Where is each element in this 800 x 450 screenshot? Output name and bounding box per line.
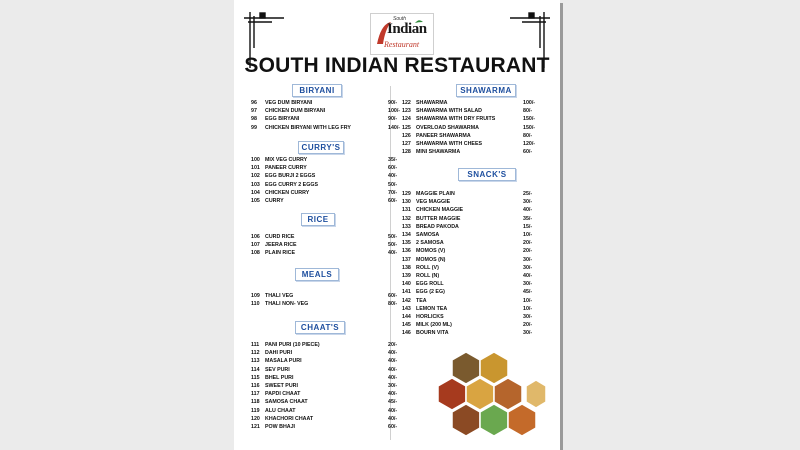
menu-item-row: [251, 292, 407, 300]
menu-item-row: [402, 140, 542, 148]
menu-item-price: 90/-: [388, 100, 398, 106]
menu-item-name: PANEER SHAWARMA: [416, 132, 471, 139]
menu-item-number: 107: [251, 242, 260, 249]
menu-item-row: [251, 398, 407, 406]
menu-item-row: [402, 239, 542, 247]
menu-item-number: 142: [402, 297, 411, 304]
menu-item-price: 100/-: [523, 100, 536, 106]
menu-item-name: MOMOS (N): [416, 256, 446, 263]
menu-item-number: 140: [402, 281, 411, 288]
menu-item-row: [402, 206, 542, 214]
section-heading-chaat-s: CHAAT'S: [295, 321, 345, 334]
menu-item-number: 130: [402, 199, 411, 206]
menu-item-price: 30/-: [388, 383, 398, 389]
menu-item-price: 150/-: [523, 124, 536, 131]
menu-item-number: 96: [251, 100, 257, 106]
menu-item-row: [402, 124, 542, 132]
menu-item-price: 35/-: [388, 157, 398, 163]
menu-item-row: [251, 382, 407, 390]
menu-item-name: SHAWARMA WITH SALAD: [416, 108, 483, 115]
menu-item-price: 10/-: [523, 297, 533, 304]
menu-item-number: 121: [251, 424, 260, 430]
menu-item-price: 40/-: [388, 350, 398, 357]
menu-item-price: 70/-: [388, 189, 398, 196]
menu-item-number: 113: [251, 358, 260, 365]
menu-item-name: EGG CURRY 2 EGGS: [265, 181, 318, 188]
menu-item-number: 116: [251, 383, 260, 389]
menu-item-name: ROLL (V): [416, 264, 439, 271]
menu-item-price: 40/-: [523, 273, 533, 279]
menu-item-row: [251, 390, 407, 398]
menu-item-name: THALI NON- VEG: [265, 301, 309, 308]
menu-item-name: VEG DUM BIRYANI: [265, 100, 313, 106]
menu-item-name: PANEER CURRY: [265, 165, 307, 172]
menu-item-row: [251, 366, 407, 374]
menu-item-name: BUTTER MAGGIE: [416, 215, 461, 222]
menu-item-row: [251, 164, 407, 172]
menu-item-price: 40/-: [388, 250, 398, 257]
menu-item-row: [251, 341, 407, 349]
menu-item-number: 120: [251, 415, 260, 422]
logo-restaurant-text: Restaurant: [384, 40, 420, 49]
menu-item-price: 30/-: [523, 281, 533, 288]
menu-item-price: 25/-: [523, 191, 533, 197]
page-title: SOUTH INDIAN RESTAURANT: [244, 54, 550, 77]
menu-item-row: [251, 124, 407, 132]
menu-item-name: MINI SHAWARMA: [416, 149, 461, 156]
menu-item-price: 10/-: [523, 232, 533, 238]
menu-item-number: 108: [251, 250, 260, 257]
menu-item-price: 60/-: [388, 165, 398, 172]
menu-item-row: [251, 249, 407, 257]
menu-item-price: 40/-: [388, 391, 398, 398]
menu-item-price: 40/-: [388, 173, 398, 180]
section-heading-meals: MEALS: [295, 268, 339, 281]
menu-item-row: [402, 198, 542, 206]
menu-item-number: 138: [402, 264, 411, 271]
menu-item-price: 10/-: [523, 305, 533, 312]
section-heading-rice: RICE: [301, 213, 335, 226]
menu-item-price: 30/-: [523, 256, 533, 263]
menu-item-number: 144: [402, 314, 411, 320]
section-heading-shawarma: SHAWARMA: [456, 84, 516, 97]
menu-item-number: 122: [402, 100, 411, 106]
menu-item-name: JEERA RICE: [265, 242, 297, 249]
menu-item-row: [251, 374, 407, 382]
menu-item-row: [402, 256, 542, 264]
menu-item-name: VEG MAGGIE: [416, 199, 451, 206]
menu-item-row: [251, 181, 407, 189]
menu-item-number: 117: [251, 391, 260, 398]
menu-item-price: 40/-: [388, 374, 398, 381]
menu-page: [234, 0, 560, 450]
menu-item-price: 50/-: [388, 242, 398, 249]
menu-item-name: PAPDI CHAAT: [265, 391, 301, 398]
menu-item-price: 20/-: [523, 322, 533, 329]
menu-item-price: 40/-: [388, 407, 398, 414]
menu-item-name: SHAWARMA WITH CHEES: [416, 141, 483, 147]
menu-item-name: BOURN VITA: [416, 330, 449, 337]
menu-item-number: 112: [251, 350, 260, 357]
menu-item-row: [402, 288, 542, 296]
menu-item-row: [402, 115, 542, 123]
menu-item-row: [402, 264, 542, 272]
menu-item-number: 134: [402, 232, 411, 238]
menu-item-number: 128: [402, 149, 411, 156]
logo-indian-text: Indian: [387, 21, 427, 37]
menu-item-number: 115: [251, 374, 260, 381]
menu-item-price: 50/-: [388, 234, 398, 240]
menu-item-row: [402, 297, 542, 305]
menu-item-price: 40/-: [523, 207, 533, 214]
menu-item-row: [402, 190, 542, 198]
menu-item-name: OVERLOAD SHAWARMA: [416, 124, 479, 131]
menu-item-price: 60/-: [388, 293, 398, 299]
menu-item-price: 100/-: [388, 108, 401, 115]
menu-item-name: MAGGIE PLAIN: [416, 191, 455, 197]
menu-item-name: SEV PURI: [265, 366, 290, 373]
food-collage-image: [436, 350, 546, 440]
menu-item-name: EGG (2 EG): [416, 289, 445, 296]
menu-item-number: 136: [402, 248, 411, 255]
menu-item-row: [251, 407, 407, 415]
menu-item-name: 2 SAMOSA: [416, 240, 444, 247]
menu-item-price: 45/-: [388, 399, 398, 406]
menu-item-number: 100: [251, 157, 260, 163]
menu-item-name: MASALA PURI: [265, 358, 302, 365]
section-heading-curry-s: CURRY'S: [298, 141, 344, 154]
menu-item-price: 35/-: [523, 215, 533, 222]
menu-item-price: 60/-: [523, 149, 533, 156]
menu-item-row: [251, 241, 407, 249]
menu-item-price: 40/-: [388, 366, 398, 373]
menu-item-price: 20/-: [523, 240, 533, 247]
section-heading-biryani: BIRYANI: [292, 84, 342, 97]
menu-item-name: SWEET PURI: [265, 383, 298, 389]
menu-item-number: 104: [251, 189, 260, 196]
menu-item-number: 99: [251, 124, 257, 131]
menu-item-name: EGG ROLL: [416, 281, 444, 288]
menu-item-name: PANI PURI (10 PIECE): [265, 342, 320, 348]
menu-item-name: MOMOS (V): [416, 248, 446, 255]
menu-item-row: [402, 215, 542, 223]
menu-item-price: 20/-: [523, 248, 533, 255]
menu-item-price: 150/-: [523, 116, 536, 123]
menu-item-number: 145: [402, 322, 411, 329]
menu-item-number: 137: [402, 256, 411, 263]
menu-item-row: [251, 99, 407, 107]
menu-item-row: [251, 156, 407, 164]
menu-item-name: EGG BIRYANI: [265, 116, 300, 123]
menu-item-row: [251, 189, 407, 197]
menu-item-row: [251, 423, 407, 431]
menu-item-row: [402, 321, 542, 329]
menu-item-row: [251, 233, 407, 241]
menu-item-number: 103: [251, 181, 260, 188]
menu-item-price: 50/-: [388, 181, 398, 188]
menu-item-number: 109: [251, 293, 260, 299]
menu-item-number: 143: [402, 305, 411, 312]
menu-item-row: [251, 115, 407, 123]
menu-item-number: 118: [251, 399, 260, 406]
menu-item-price: 30/-: [523, 199, 533, 206]
menu-item-name: ALU CHAAT: [265, 407, 296, 414]
menu-item-price: 60/-: [388, 424, 398, 430]
menu-item-price: 120/-: [523, 141, 536, 147]
menu-item-name: CHICKEN CURRY: [265, 189, 310, 196]
menu-item-number: 129: [402, 191, 411, 197]
menu-item-row: [402, 313, 542, 321]
menu-item-price: 80/-: [523, 132, 533, 139]
menu-item-price: 40/-: [388, 358, 398, 365]
menu-item-row: [251, 172, 407, 180]
menu-item-number: 106: [251, 234, 260, 240]
menu-item-name: POW BHAJI: [265, 424, 296, 430]
menu-item-name: SAMOSA: [416, 232, 440, 238]
menu-item-number: 141: [402, 289, 411, 296]
menu-item-row: [402, 132, 542, 140]
menu-item-row: [251, 300, 407, 308]
menu-item-name: PLAIN RICE: [265, 250, 296, 257]
menu-item-number: 146: [402, 330, 411, 337]
menu-item-name: ROLL (N): [416, 273, 440, 279]
menu-item-number: 119: [251, 407, 260, 414]
menu-item-row: [251, 197, 407, 205]
menu-item-number: 126: [402, 132, 411, 139]
menu-item-row: [402, 247, 542, 255]
menu-item-price: 30/-: [523, 314, 533, 320]
menu-item-name: SAMOSA CHAAT: [265, 399, 308, 406]
menu-item-name: BREAD PAKODA: [416, 223, 459, 230]
menu-item-name: BHEL PURI: [265, 374, 294, 381]
menu-item-number: 101: [251, 165, 260, 172]
menu-item-price: 80/-: [523, 108, 533, 115]
menu-item-row: [251, 349, 407, 357]
menu-item-price: 20/-: [388, 342, 398, 348]
menu-item-name: CHICKEN DUM BIRYANI: [265, 108, 326, 115]
menu-item-name: THALI VEG: [265, 293, 294, 299]
menu-item-name: CURD RICE: [265, 234, 295, 240]
menu-item-number: 111: [251, 342, 260, 348]
menu-item-number: 98: [251, 116, 257, 123]
menu-item-name: CHICKEN BIRYANI WITH LEG FRY: [265, 124, 351, 131]
menu-item-number: 105: [251, 198, 260, 204]
menu-item-number: 123: [402, 108, 411, 115]
menu-item-row: [402, 148, 542, 156]
menu-item-name: CHICKEN MAGGIE: [416, 207, 464, 214]
menu-item-number: 124: [402, 116, 411, 123]
menu-item-number: 110: [251, 301, 260, 308]
menu-item-name: MIX VEG CURRY: [265, 157, 308, 163]
menu-item-name: LEMON TEA: [416, 305, 448, 312]
menu-item-price: 30/-: [523, 330, 533, 337]
menu-item-row: [402, 107, 542, 115]
menu-item-price: 45/-: [523, 289, 533, 296]
menu-item-row: [402, 329, 542, 337]
menu-item-price: 40/-: [388, 415, 398, 422]
menu-item-name: TEA: [416, 297, 427, 304]
menu-item-row: [402, 99, 542, 107]
logo-south-text: South: [393, 16, 407, 22]
menu-item-price: 30/-: [523, 264, 533, 271]
menu-item-name: EGG BURJI 2 EGGS: [265, 173, 316, 180]
menu-item-row: [251, 357, 407, 365]
menu-item-price: 80/-: [388, 301, 398, 308]
menu-item-row: [251, 415, 407, 423]
menu-item-price: 140/-: [388, 124, 401, 131]
menu-item-price: 60/-: [388, 198, 398, 204]
menu-item-number: 125: [402, 124, 411, 131]
menu-item-number: 102: [251, 173, 260, 180]
menu-item-price: 15/-: [523, 223, 533, 230]
menu-item-row: [251, 107, 407, 115]
menu-item-name: SHAWARMA: [416, 100, 448, 106]
menu-item-number: 135: [402, 240, 411, 247]
menu-item-name: KHACHORI CHAAT: [265, 415, 314, 422]
menu-item-price: 90/-: [388, 116, 398, 123]
menu-item-name: MILK (200 ML): [416, 322, 452, 329]
menu-item-number: 139: [402, 273, 411, 279]
menu-item-row: [402, 223, 542, 231]
menu-item-number: 132: [402, 215, 411, 222]
menu-item-row: [402, 305, 542, 313]
menu-item-name: DAHI PURI: [265, 350, 293, 357]
menu-item-name: HORLICKS: [416, 314, 444, 320]
menu-item-name: SHAWARMA WITH DRY FRUITS: [416, 116, 496, 123]
menu-item-row: [402, 272, 542, 280]
menu-item-name: CURRY: [265, 198, 284, 204]
section-heading-snack-s: SNACK'S: [458, 168, 516, 181]
menu-item-number: 114: [251, 366, 260, 373]
menu-item-number: 131: [402, 207, 411, 214]
menu-item-row: [402, 231, 542, 239]
menu-item-number: 133: [402, 223, 411, 230]
menu-item-number: 97: [251, 108, 257, 115]
restaurant-logo: [370, 13, 434, 55]
menu-item-row: [402, 280, 542, 288]
menu-item-number: 127: [402, 141, 411, 147]
